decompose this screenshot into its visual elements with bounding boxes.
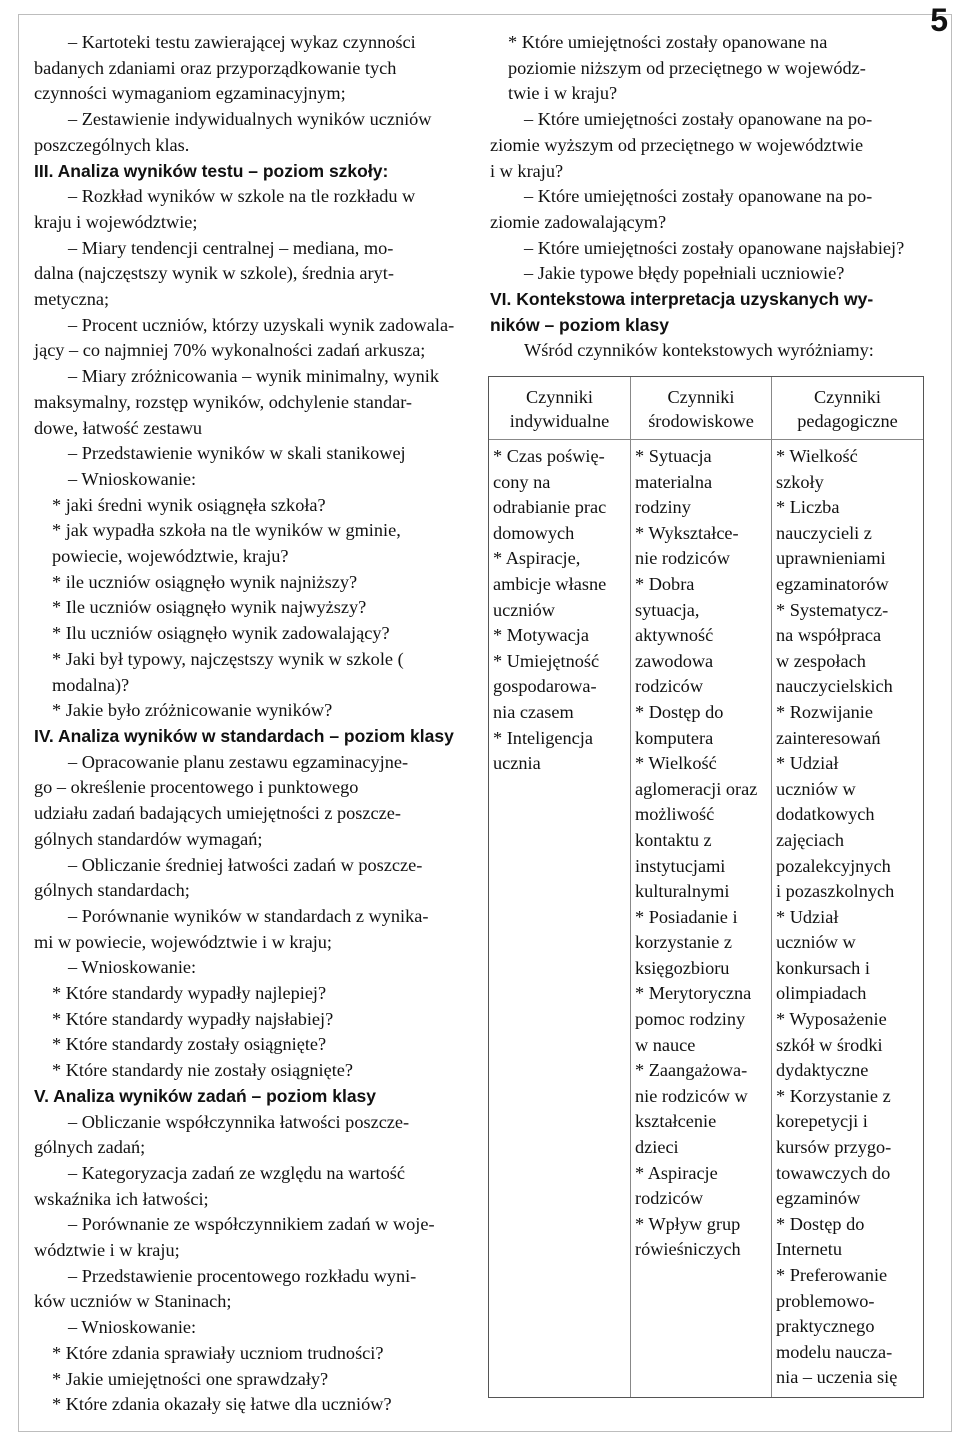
question-line: twie i w kraju? xyxy=(508,83,618,104)
factor-line: cony na xyxy=(493,471,551,492)
factor-line: * Wielkość xyxy=(635,753,717,774)
paragraph-line: gólnych standardów wymagań; xyxy=(34,828,263,849)
paragraph-line: jący – co najmniej 70% wykonalności zadań arkusza; xyxy=(34,340,426,361)
factor-line: nia czasem xyxy=(493,701,574,722)
factor-line: komputera xyxy=(635,727,714,748)
factor-line: * Liczba xyxy=(776,497,840,518)
factor-line: uczniów w xyxy=(776,932,856,953)
question-line: * Które standardy zostały osiągnięte? xyxy=(52,1034,327,1055)
paragraph-line: – Wnioskowanie: xyxy=(68,957,197,978)
factor-line: zawodowa xyxy=(635,650,714,671)
factor-line: rówieśniczych xyxy=(635,1239,741,1260)
paragraph-line: – Kategoryzacja zadań ze względu na wartość xyxy=(68,1162,406,1183)
question-line: * Które standardy nie zostały osiągnięte? xyxy=(52,1060,354,1081)
factor-line: odrabianie prac xyxy=(493,497,607,518)
paragraph-line: – Obliczanie współczynnika łatwości poszcze- xyxy=(68,1111,410,1132)
paragraph-line: kraju i województwie; xyxy=(34,211,198,232)
factor-line: aglomeracji oraz xyxy=(635,778,758,799)
factor-line: księgozbioru xyxy=(635,957,730,978)
section-heading: V. Analiza wyników zadań – poziom klasy xyxy=(34,1085,377,1106)
factor-line: * Udział xyxy=(776,753,839,774)
factor-line: egzaminów xyxy=(776,1188,861,1209)
factor-line: szkół w środki xyxy=(776,1034,883,1055)
paragraph-line: udziału zadań badających umiejętności z poszcze- xyxy=(34,803,401,824)
factor-line: korzystanie z xyxy=(635,932,732,953)
factor-line: instytucjami xyxy=(635,855,726,876)
paragraph-line: – Zestawienie indywidualnych wyników uczniów xyxy=(68,109,432,130)
paragraph-line: metyczna; xyxy=(34,289,110,310)
factor-line: * Umiejętność xyxy=(493,650,600,671)
paragraph-line: ziomie wyższym od przeciętnego w województwie xyxy=(490,134,864,155)
paragraph-line: gólnych zadań; xyxy=(34,1137,146,1158)
factor-line: gospodarowa- xyxy=(493,676,597,697)
question-line: * Ile uczniów osiągnęło wynik najwyższy? xyxy=(52,597,367,618)
factor-line: egzaminatorów xyxy=(776,573,889,594)
paragraph-line: – Miary zróżnicowania – wynik minimalny, wynik xyxy=(68,366,439,387)
factor-line: w nauce xyxy=(635,1034,696,1055)
factors-column-header xyxy=(772,377,923,440)
paragraph-line: – Obliczanie średniej łatwości zadań w poszcze- xyxy=(68,854,423,875)
factor-line: nauczycieli z xyxy=(776,522,872,543)
factor-line: dydaktyczne xyxy=(776,1060,869,1081)
factor-line: nie rodziców xyxy=(635,548,730,569)
factor-line: * Sytuacja xyxy=(635,446,712,466)
factors-column xyxy=(630,377,771,1397)
question-line: * Które standardy wypadły najlepiej? xyxy=(52,983,327,1004)
paragraph-line: gólnych standardach; xyxy=(34,880,190,901)
paragraph-line: badanych zdaniami oraz przyporządkowanie tych xyxy=(34,57,397,78)
paragraph-line: mi w powiecie, województwie i w kraju; xyxy=(34,931,333,952)
paragraph-line: dalna (najczęstszy wynik w szkole), średnia aryt- xyxy=(34,263,394,284)
question-line: * jaki średni wynik osiągnęła szkoła? xyxy=(52,494,326,515)
paragraph-line: – Wnioskowanie: xyxy=(68,1317,197,1338)
question-line: * Jaki był typowy, najczęstszy wynik w szkole ( xyxy=(52,648,404,669)
factor-line: uczniów xyxy=(493,599,555,620)
paragraph-line: – Rozkład wyników w szkole na tle rozkładu w xyxy=(68,186,416,207)
factors-column xyxy=(771,377,923,1397)
paragraph-line: – Przedstawienie procentowego rozkładu wyni- xyxy=(68,1265,417,1286)
factor-line: nia – uczenia się xyxy=(776,1367,898,1388)
factor-line: kursów przygo- xyxy=(776,1137,892,1158)
paragraph-line: – Porównanie ze współczynnikiem zadań w woje- xyxy=(68,1214,435,1235)
factor-line: * Aspiracje, xyxy=(493,548,581,569)
paragraph-line: ków uczniów w Staninach; xyxy=(34,1291,232,1312)
question-line: poziomie niższym od przeciętnego w wojewódz- xyxy=(508,57,866,78)
factor-line: uprawnieniami xyxy=(776,548,886,569)
question-line: * Które umiejętności zostały opanowane na xyxy=(508,32,828,52)
header-line: Czynniki xyxy=(667,387,735,407)
factor-line: i pozaszkolnych xyxy=(776,881,895,902)
factor-line: w zespołach xyxy=(776,650,866,671)
paragraph-line: dowe, łatwość zestawu xyxy=(34,417,203,438)
factor-line: * Rozwijanie xyxy=(776,701,873,722)
factor-line: * Korzystanie z xyxy=(776,1085,891,1106)
paragraph-line: maksymalny, rozstęp wyników, odchylenie standar- xyxy=(34,391,413,412)
question-line: * Które standardy wypadły najsłabiej? xyxy=(52,1008,334,1029)
header-line: indywidualne xyxy=(509,411,610,431)
paragraph-line: i w kraju? xyxy=(490,160,564,181)
factor-line: pomoc rodziny xyxy=(635,1009,746,1030)
paragraph-line: czynności wymaganiom egzaminacyjnym; xyxy=(34,83,346,104)
paragraph-line: wództwie i w kraju; xyxy=(34,1240,180,1261)
factor-line: * Preferowanie xyxy=(776,1265,888,1285)
right-text-column xyxy=(490,30,920,364)
paragraph-line: ziomie zadowalającym? xyxy=(490,211,667,232)
factor-line: * Wykształce- xyxy=(635,522,739,543)
section-heading: IV. Analiza wyników w standardach – poziom klasy xyxy=(34,725,454,746)
paragraph-line: – Które umiejętności zostały opanowane na po- xyxy=(524,186,873,207)
factor-line: problemowo- xyxy=(776,1290,875,1311)
paragraph-line: – Kartoteki testu zawierającej wykaz czynności xyxy=(68,32,416,52)
paragraph-line: wskaźnika ich łatwości; xyxy=(34,1188,209,1209)
section-heading: ników – poziom klasy xyxy=(490,314,669,335)
factor-line: dzieci xyxy=(635,1137,679,1158)
paragraph-line: go – określenie procentowego i punktowego xyxy=(34,777,359,798)
factor-line: rodziny xyxy=(635,497,691,518)
question-line: powiecie, województwie, kraju? xyxy=(52,546,289,567)
section-heading: VI. Kontekstowa interpretacja uzyskanych wy- xyxy=(490,289,874,310)
header-line: środowiskowe xyxy=(648,411,754,431)
factors-column xyxy=(489,377,630,1397)
paragraph-line: – Opracowanie planu zestawu egzaminacyjne- xyxy=(68,751,409,772)
paragraph-line: – Jakie typowe błędy popełniali uczniowie? xyxy=(524,263,845,284)
factors-column-header xyxy=(489,377,630,440)
factor-line: praktycznego xyxy=(776,1316,875,1337)
factor-line: szkoły xyxy=(776,471,824,492)
paragraph-line: Wśród czynników kontekstowych wyróżniamy: xyxy=(524,340,874,361)
left-text-column xyxy=(34,30,464,1418)
factor-line: towawczych do xyxy=(776,1162,891,1183)
factor-line: materialna xyxy=(635,471,713,492)
factor-line: kontaktu z xyxy=(635,829,712,850)
factor-line: * Wielkość xyxy=(776,446,858,466)
factor-line: modelu naucza- xyxy=(776,1341,893,1362)
factor-line: * Posiadanie i xyxy=(635,906,738,927)
section-heading: III. Analiza wyników testu – poziom szkoły: xyxy=(34,160,389,181)
paragraph-line: – Które umiejętności zostały opanowane najsłabiej? xyxy=(524,237,905,258)
question-line: * Które zdania okazały się łatwe dla uczniów? xyxy=(52,1394,392,1415)
factor-line: zajęciach xyxy=(776,829,844,850)
factor-line: rodziców xyxy=(635,1188,704,1209)
factor-line: * Aspiracje xyxy=(635,1162,718,1183)
factor-line: nauczycielskich xyxy=(776,676,893,697)
factor-line: sytuacja, xyxy=(635,599,700,620)
factor-line: * Dostęp do xyxy=(635,701,724,722)
factor-line: * Wpływ grup xyxy=(635,1213,741,1234)
factor-line: dodatkowych xyxy=(776,804,875,825)
factor-line: * Czas poświę- xyxy=(493,446,605,466)
question-line: * Które zdania sprawiały uczniom trudności? xyxy=(52,1342,384,1363)
question-line: * Ilu uczniów osiągnęło wynik zadowalający? xyxy=(52,623,390,644)
factor-line: olimpiadach xyxy=(776,983,867,1004)
header-line: Czynniki xyxy=(525,387,594,407)
factor-line: ambicje własne xyxy=(493,573,607,594)
factor-line: * Udział xyxy=(776,906,839,927)
factor-line: * Wyposażenie xyxy=(776,1009,887,1030)
paragraph-line: – Wnioskowanie: xyxy=(68,468,197,489)
factor-line: kulturalnymi xyxy=(635,881,730,902)
factors-column-header xyxy=(631,377,771,440)
question-line: * jak wypadła szkoła na tle wyników w gminie, xyxy=(52,520,401,541)
factor-line: Internetu xyxy=(776,1239,842,1260)
factor-line: aktywność xyxy=(635,625,714,646)
factor-line: domowych xyxy=(493,522,575,543)
paragraph-line: – Procent uczniów, którzy uzyskali wynik zadowala- xyxy=(68,314,455,335)
factor-line: ucznia xyxy=(493,753,541,774)
factor-line: * Systematycz- xyxy=(776,599,889,620)
factor-line: * Inteligencja xyxy=(493,727,593,748)
factor-line: * Dobra xyxy=(635,573,695,594)
question-line: * Jakie było zróżnicowanie wyników? xyxy=(52,700,333,721)
question-line: * ile uczniów osiągnęło wynik najniższy? xyxy=(52,571,358,592)
factor-line: konkursach i xyxy=(776,957,870,978)
factor-line: kształcenie xyxy=(635,1111,717,1132)
paragraph-line: – Które umiejętności zostały opanowane na po- xyxy=(524,109,873,130)
factor-line: korepetycji i xyxy=(776,1111,868,1132)
header-line: Czynniki xyxy=(813,387,882,407)
paragraph-line: – Porównanie wyników w standardach z wynika- xyxy=(68,905,429,926)
factor-line: * Motywacja xyxy=(493,625,589,646)
context-factors-table xyxy=(488,376,924,1398)
factor-line: nie rodziców w xyxy=(635,1085,748,1106)
factor-line: na współpraca xyxy=(776,625,882,646)
question-line: modalna)? xyxy=(52,674,130,695)
factor-line: pozalekcyjnych xyxy=(776,855,891,876)
question-line: * Jakie umiejętności one sprawdzały? xyxy=(52,1368,329,1389)
factor-line: możliwość xyxy=(635,804,715,825)
factor-line: zainteresowań xyxy=(776,727,881,748)
factor-line: rodziców xyxy=(635,676,704,697)
paragraph-line: – Miary tendencji centralnej – mediana, mo- xyxy=(68,237,394,258)
factor-line: * Merytoryczna xyxy=(635,983,752,1004)
page-number: 5 xyxy=(930,2,948,38)
header-line: pedagogiczne xyxy=(797,411,898,431)
factor-line: * Dostęp do xyxy=(776,1213,865,1234)
paragraph-line: – Przedstawienie wyników w skali stanikowej xyxy=(68,443,406,464)
factor-line: uczniów w xyxy=(776,778,856,799)
factor-line: * Zaangażowa- xyxy=(635,1060,748,1081)
paragraph-line: poszczególnych klas. xyxy=(34,134,190,155)
